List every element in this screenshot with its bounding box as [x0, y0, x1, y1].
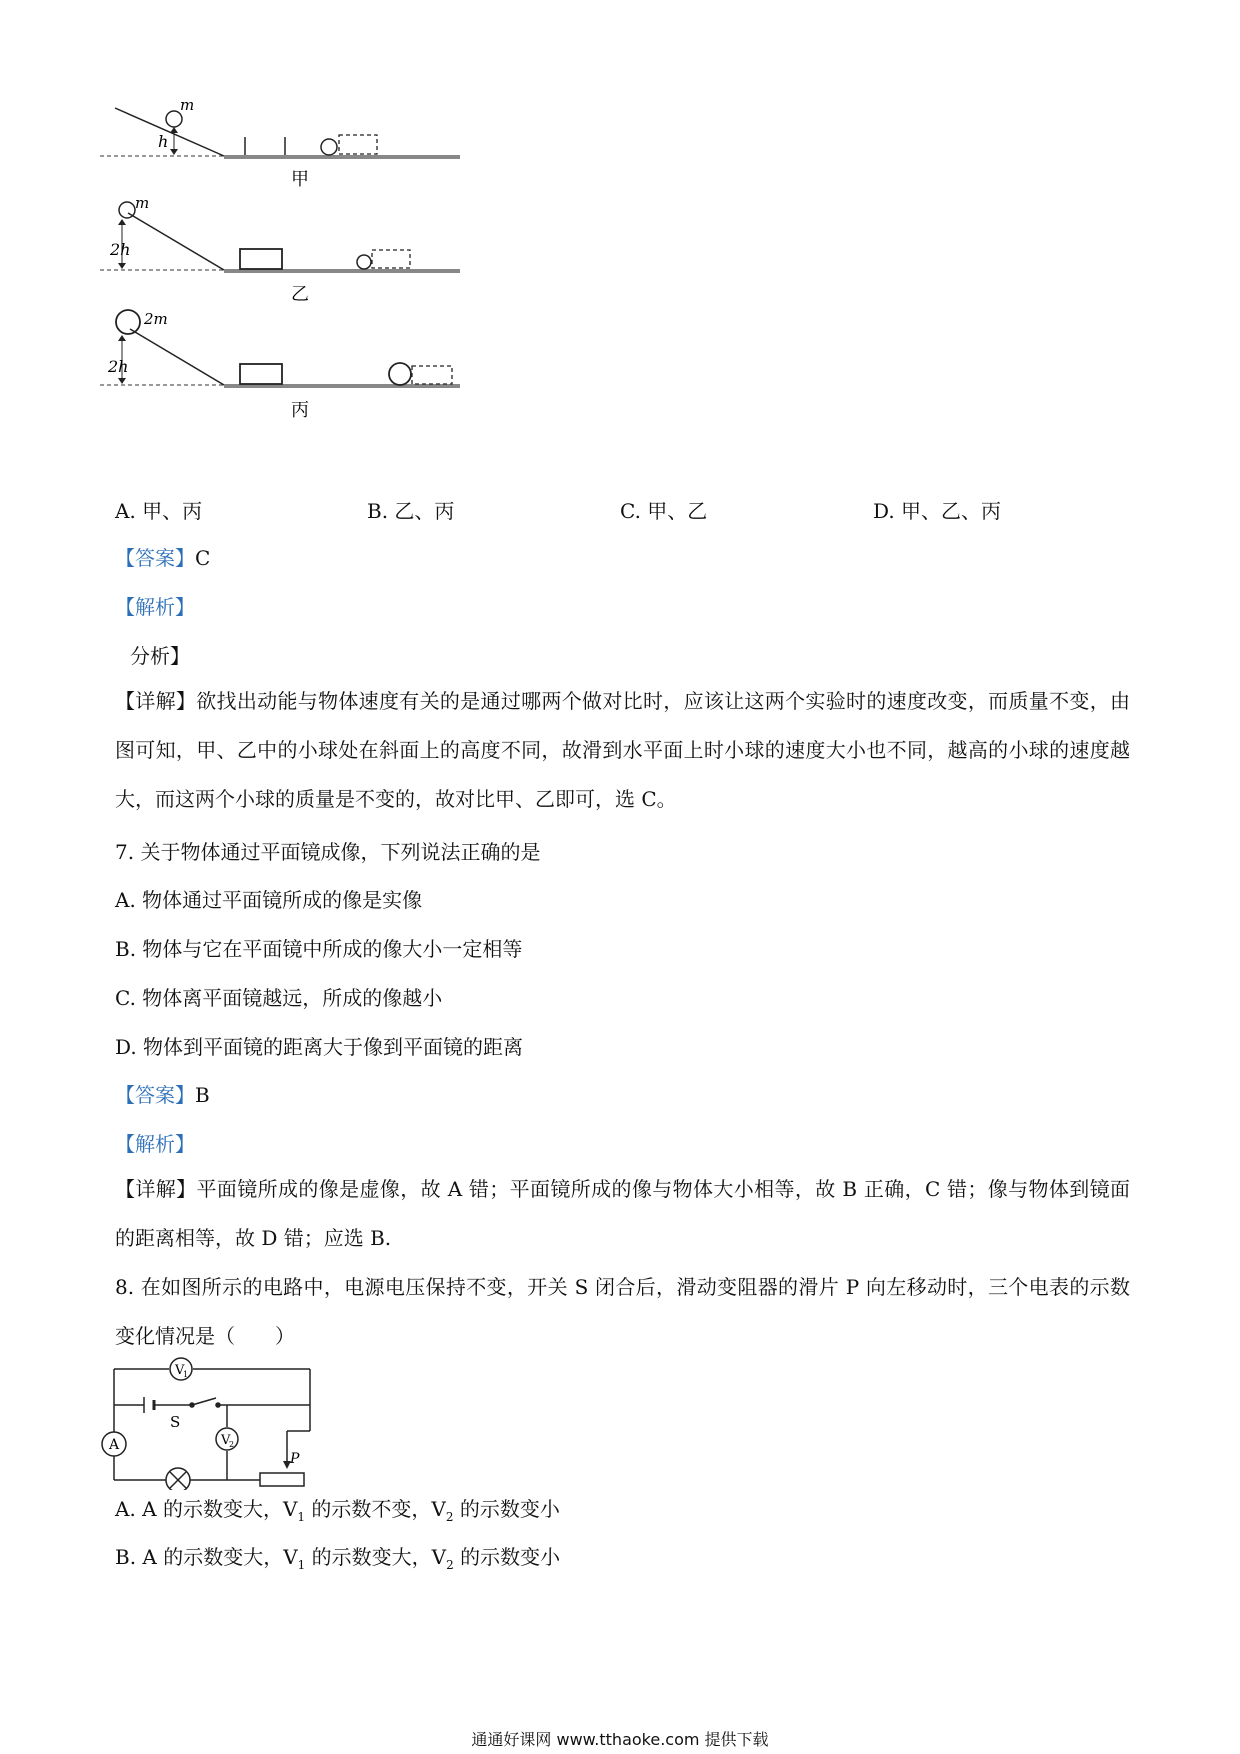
switch-label: S — [170, 1413, 181, 1431]
q7-option-a: A. 物体通过平面镜所成的像是实像 — [115, 888, 423, 912]
answer-tag: 【答案】 — [115, 546, 195, 570]
svg-text:1: 1 — [183, 1370, 189, 1379]
height-label: 2h — [110, 240, 131, 259]
q7-analysis-tag: 【解析】 — [115, 1132, 195, 1156]
q6-option-c: C. 甲、乙 — [620, 499, 708, 523]
panel-bing — [100, 310, 460, 421]
svg-text:V: V — [175, 1363, 185, 1378]
q6-analysis-tag: 【解析】 — [115, 595, 195, 619]
ammeter-a — [102, 1432, 126, 1456]
caption-jia: 甲 — [291, 169, 309, 190]
panel-yi — [100, 194, 460, 305]
rheostat — [260, 1473, 304, 1486]
mass-label: m — [180, 100, 195, 114]
slider-label: P — [290, 1451, 300, 1467]
svg-text:2: 2 — [229, 1440, 235, 1449]
lamp-symbol — [166, 1468, 190, 1490]
q8-option-b: B. A 的示数变大，$V_1$ 的示数变大，$V_2$ 的示数变小 — [115, 1545, 561, 1572]
panel-jia — [100, 100, 460, 190]
svg-text:V: V — [221, 1433, 231, 1448]
caption-bing: 丙 — [291, 400, 309, 421]
height-label: 2h — [108, 357, 129, 376]
mass-label: m — [135, 194, 150, 212]
q8-stem: 8. 在如图所示的电路中，电源电压保持不变，开关 S 闭合后，滑动变阻器的滑片 P 向左移动时，三个电表的示数变化情况是（ ） — [115, 1275, 1130, 1348]
circuit-diagram — [100, 1355, 330, 1490]
voltmeter-v2 — [216, 1428, 238, 1450]
switch-symbol — [190, 1398, 220, 1407]
svg-text:A: A — [108, 1437, 120, 1453]
voltmeter-v1 — [170, 1358, 192, 1380]
mass-label: 2m — [144, 310, 168, 328]
incline-experiment-figure — [100, 100, 540, 480]
q7-answer: 【答案】B — [115, 1083, 210, 1107]
q6-option-a: A. 甲、丙 — [115, 499, 203, 523]
q6-option-b: B. 乙、丙 — [367, 499, 455, 523]
q6-detail — [115, 677, 1130, 824]
q7-option-c: C. 物体离平面镜越远，所成的像越小 — [115, 986, 443, 1010]
q6-analysis-note: 分析】 — [130, 644, 190, 668]
q7-option-b: B. 物体与它在平面镜中所成的像大小一定相等 — [115, 937, 523, 961]
page-footer: 通通好课网 www.tthaoke.com 提供下载 — [471, 1730, 769, 1749]
height-label: h — [158, 132, 169, 151]
caption-yi: 乙 — [291, 284, 309, 305]
q7-detail: 【详解】平面镜所成的像是虚像，故 A 错；平面镜所成的像与物体大小相等，故 B 正确，C 错；像与物体到镜面的距离相等，故 D 错；应选 B. — [115, 1177, 1131, 1250]
q8-option-a: A. A 的示数变大，$V_1$ 的示数不变，$V_2$ 的示数变小 — [115, 1497, 560, 1524]
q7-stem: 7. 关于物体通过平面镜成像，下列说法正确的是 — [115, 840, 541, 864]
detail-text: 欲找出动能与物体速度有关的是通过哪两个做对比时，应该让这两个实验时的速度改变，而质量不变，由图可知，甲、乙中的小球处在斜面上的高度不同，故滑到水平面上时小球的速度大小也不同，越高的小球的速度越大，而这两个小球的质量是不变的，故对比甲、乙即可，选 C。 — [115, 689, 1131, 811]
detail-tag: 【详解】 — [115, 689, 197, 713]
q6-answer — [115, 544, 210, 572]
q7-option-d: D. 物体到平面镜的距离大于像到平面镜的距离 — [115, 1035, 524, 1059]
battery-symbol — [144, 1397, 154, 1413]
answer-value: C — [195, 546, 211, 570]
q6-option-d: D. 甲、乙、丙 — [873, 499, 1002, 523]
